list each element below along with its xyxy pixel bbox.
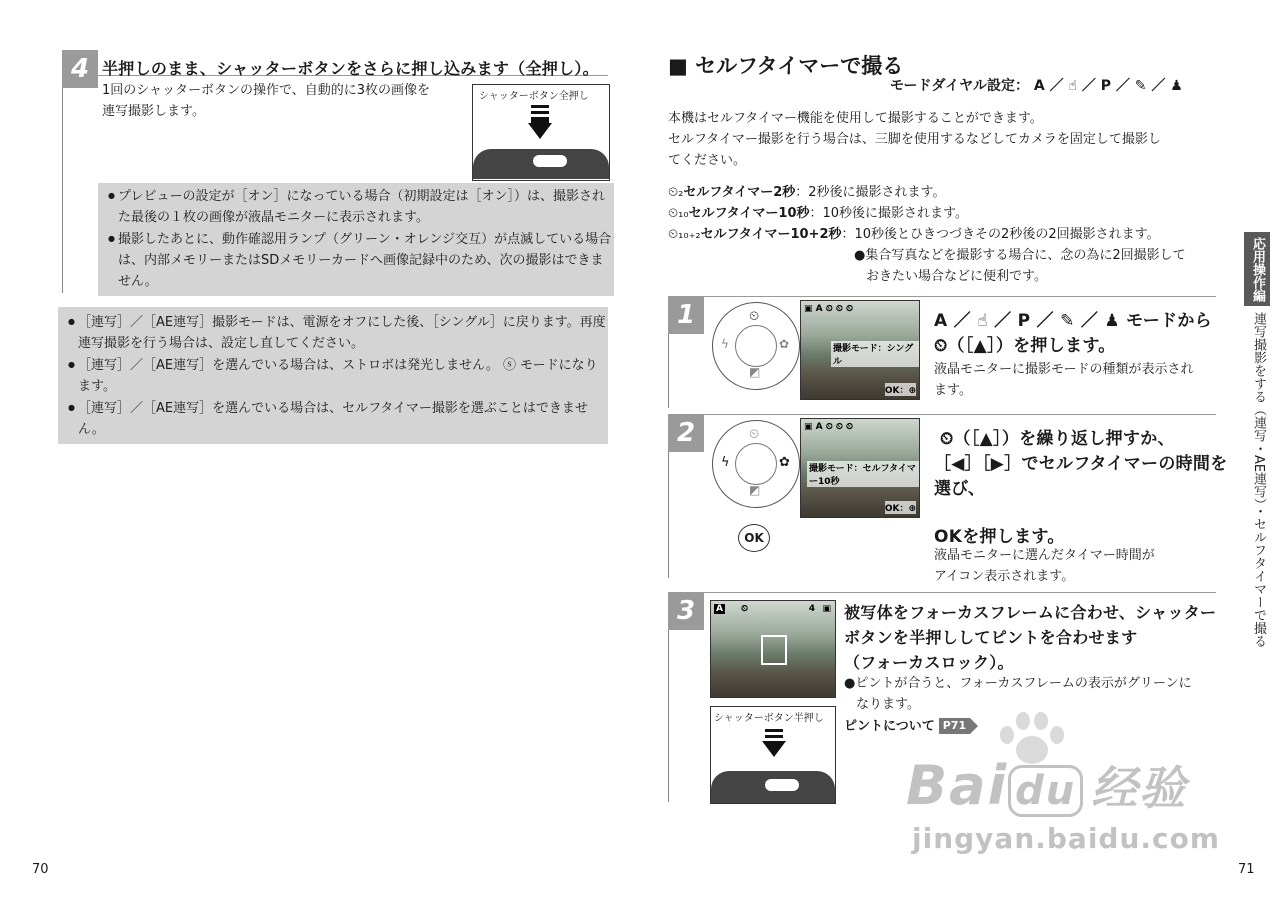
dpad-control[interactable] <box>712 302 800 390</box>
lcd-osd-icons: ▣ A ⏲ ⏲ ⏲ <box>804 304 854 314</box>
press-bar <box>765 729 783 732</box>
step-4-body-line1: 1回のシャッターボタンの操作で、自動的に3枚の画像を <box>102 83 431 98</box>
step-2-number: 2 <box>668 414 704 452</box>
timer-row <box>668 182 945 203</box>
step-2-heading-line1: ⏲（［▲］）を繰り返し押すか、 <box>940 429 1175 449</box>
page-number-left: 70 <box>32 862 49 877</box>
step-1-heading-line1: A ／ ☝ ／ P ／ ✎ ／ ♟ モードから <box>934 311 1212 331</box>
flash-icon[interactable]: ϟ <box>721 337 729 351</box>
step-4-body-line2: 連写撮影します。 <box>102 104 205 119</box>
ok-button-icon[interactable]: OK <box>738 524 770 552</box>
lcd-preview-step2 <box>800 418 920 518</box>
timer-2s-name: セルフタイマー2秒 <box>683 185 796 200</box>
press-bar <box>765 735 783 738</box>
exposure-icon[interactable]: ◩ <box>749 483 761 497</box>
step-2-heading-line2: ［◀］［▶］でセルフタイマーの時間を <box>934 454 1228 474</box>
lcd-osd-mode: 撮影モード：シングル <box>831 341 919 367</box>
step-3-heading-line3: （フォーカスロック）。 <box>844 653 1014 672</box>
exposure-icon[interactable]: ◩ <box>749 365 761 379</box>
step-2-vline <box>668 452 669 578</box>
step-2-body-line2: アイコン表示されます。 <box>934 569 1075 584</box>
lcd-osd-icons: ▣ A ⏲ ⏲ ⏲ <box>804 422 854 432</box>
lcd-osd-mode-a: A <box>716 604 723 614</box>
timer-10-2s-name: セルフタイマー10+2秒 <box>700 227 842 242</box>
flash-icon[interactable]: ϟ <box>721 455 730 470</box>
timer-10s-desc: ：10秒後に撮影されます。 <box>809 206 969 221</box>
timer-10s-name: セルフタイマー10秒 <box>688 206 810 221</box>
shutter-half-press-label: シャッターボタン半押し <box>714 713 824 724</box>
bottom-notes <box>58 307 608 444</box>
shutter-full-press-illustration <box>472 84 610 181</box>
watermark-brand-text: Bai <box>906 754 1009 817</box>
dpad-center[interactable] <box>735 325 777 367</box>
step-1-heading-line2: ⏲（［▲］）を押します。 <box>934 336 1116 356</box>
macro-icon[interactable]: ✿ <box>779 455 790 470</box>
self-timer-icon[interactable]: ⏲ <box>749 427 760 442</box>
sidebar-chapter-text: 連写撮影をする（連写・AE連写）・セルフタイマーで撮る <box>1251 312 1266 648</box>
timer-2s-desc: ：2秒後に撮影されます。 <box>795 185 946 200</box>
mode-dial-setting: モードダイヤル設定： A ／ ☝ ／ P ／ ✎ ／ ♟ <box>890 78 1183 94</box>
sd-card-icon: ▣ <box>822 604 831 614</box>
page-number-right: 71 <box>1238 862 1255 877</box>
dpad-control[interactable] <box>712 420 800 508</box>
dpad-center[interactable] <box>735 443 777 485</box>
camera-shutter-icon <box>765 779 799 791</box>
step-3-reference[interactable] <box>844 716 970 737</box>
step-3-bullet-line2: なります。 <box>856 697 920 712</box>
timer-row <box>668 224 1160 245</box>
step-4-note-2: ● 撮影したあとに、動作確認用ランプ（グリーン・オレンジ交互）が点滅している場合は、内部メモリーまたはSDメモリーカードへ画像記録中のため、次の撮影はできません。 <box>104 228 614 292</box>
intro-line1: 本機はセルフタイマー機能を使用して撮影することができます。 <box>668 111 1043 126</box>
lcd-preview-step1 <box>800 300 920 400</box>
self-timer-icon[interactable]: ⏲ <box>749 309 760 324</box>
focus-frame <box>761 635 787 665</box>
timer-note-line1: ●集合写真などを撮影する場合に、念の為に2回撮影して <box>854 248 1186 263</box>
step-3-ref-text: ピントについて <box>844 719 935 734</box>
lcd-osd-timer: ⏲ <box>741 604 749 614</box>
shutter-half-press-illustration <box>710 706 836 804</box>
lcd-preview-step3 <box>710 600 836 698</box>
step-3-heading-line1: 被写体をフォーカスフレームに合わせ、シャッター <box>844 603 1217 622</box>
press-bar <box>531 105 549 108</box>
lcd-osd-count: 4 <box>808 604 815 614</box>
step-3-bullet-line1: ●ピントが合うと、フォーカスフレームの表示がグリーンに <box>844 676 1192 691</box>
intro-line2: セルフタイマー撮影を行う場合は、三脚を使用するなどしてカメラを固定して撮影し <box>668 132 1161 147</box>
step-4-note-1: ● プレビューの設定が［オン］になっている場合（初期設定は［オン］）は、撮影された最後の１枚の画像が液晶モニターに表示されます。 <box>104 185 614 228</box>
step-4-vline <box>62 88 63 293</box>
section-title: ■ セルフタイマーで撮る <box>668 54 904 78</box>
timer-10s-icon: ⏲₁₀ <box>668 206 689 221</box>
step-1-body-line2: ます。 <box>934 383 972 398</box>
intro-line3: てください。 <box>668 153 747 168</box>
lcd-osd-ok: OK：⊕ <box>885 383 916 396</box>
macro-icon[interactable]: ✿ <box>779 337 790 351</box>
watermark-brand-du: du <box>1008 765 1083 817</box>
step-2-rule <box>704 414 1216 415</box>
shutter-full-press-label: シャッターボタン全押し <box>479 91 589 102</box>
timer-2s-icon: ⏲₂ <box>668 185 684 200</box>
step-2-body-line1: 液晶モニターに選んだタイマー時間が <box>934 548 1155 563</box>
step-1-rule <box>704 296 1216 297</box>
step-3-vline <box>668 630 669 802</box>
step-4-notes <box>98 183 614 296</box>
bottom-note-3: ● ［連写］／［AE連写］を選んでいる場合は、セルフタイマー撮影を選ぶことはできません。 <box>64 397 608 440</box>
step-4-number: 4 <box>62 50 98 88</box>
timer-note-line2: おきたい場合などに便利です。 <box>866 269 1047 284</box>
step-4-heading: 半押しのまま、シャッターボタンをさらに押し込みます（全押し）。 <box>102 59 599 78</box>
step-1-vline <box>668 334 669 408</box>
step-3-heading-line2: ボタンを半押ししてピントを合わせます <box>844 628 1138 647</box>
press-bar <box>531 111 549 114</box>
camera-shutter-icon <box>533 155 567 167</box>
lcd-osd-mode: 撮影モード：セルフタイマー10秒 <box>807 461 919 487</box>
watermark-brand <box>906 752 1187 818</box>
step-2-heading-line3: 選び、 <box>934 479 986 499</box>
step-1-body-line1: 液晶モニターに撮影モードの種類が表示され <box>934 362 1194 377</box>
step-1-number: 1 <box>668 296 704 334</box>
timer-row <box>668 203 968 224</box>
timer-10-2s-icon: ⏲₁₀₊₂ <box>668 227 701 242</box>
watermark-brand-cn: 经验 <box>1091 761 1188 815</box>
lcd-osd-ok: OK：⊕ <box>885 501 916 514</box>
bottom-note-1: ● ［連写］／［AE連写］撮影モードは、電源をオフにした後、［シングル］に戻ります。再度連写撮影を行う場合は、設定し直してください。 <box>64 311 608 354</box>
step-3-rule <box>704 592 1216 593</box>
timer-10-2s-desc: ：10秒後とひきつづきその2秒後の2回撮影されます。 <box>841 227 1160 242</box>
step-2-ok-heading: OKを押します。 <box>934 527 1065 547</box>
sidebar-tab[interactable]: 応用操作編 <box>1244 232 1270 306</box>
bottom-note-2: ● ［連写］／［AE連写］を選んでいる場合は、ストロボは発光しません。 ⓢ モードになります。 <box>64 354 608 397</box>
watermark-url: jingyan.baidu.com <box>912 822 1221 855</box>
step-3-number: 3 <box>668 592 704 630</box>
arrow-down-icon <box>528 123 552 139</box>
arrow-down-icon <box>762 741 786 757</box>
page-ref-badge[interactable]: P71 <box>939 718 970 734</box>
